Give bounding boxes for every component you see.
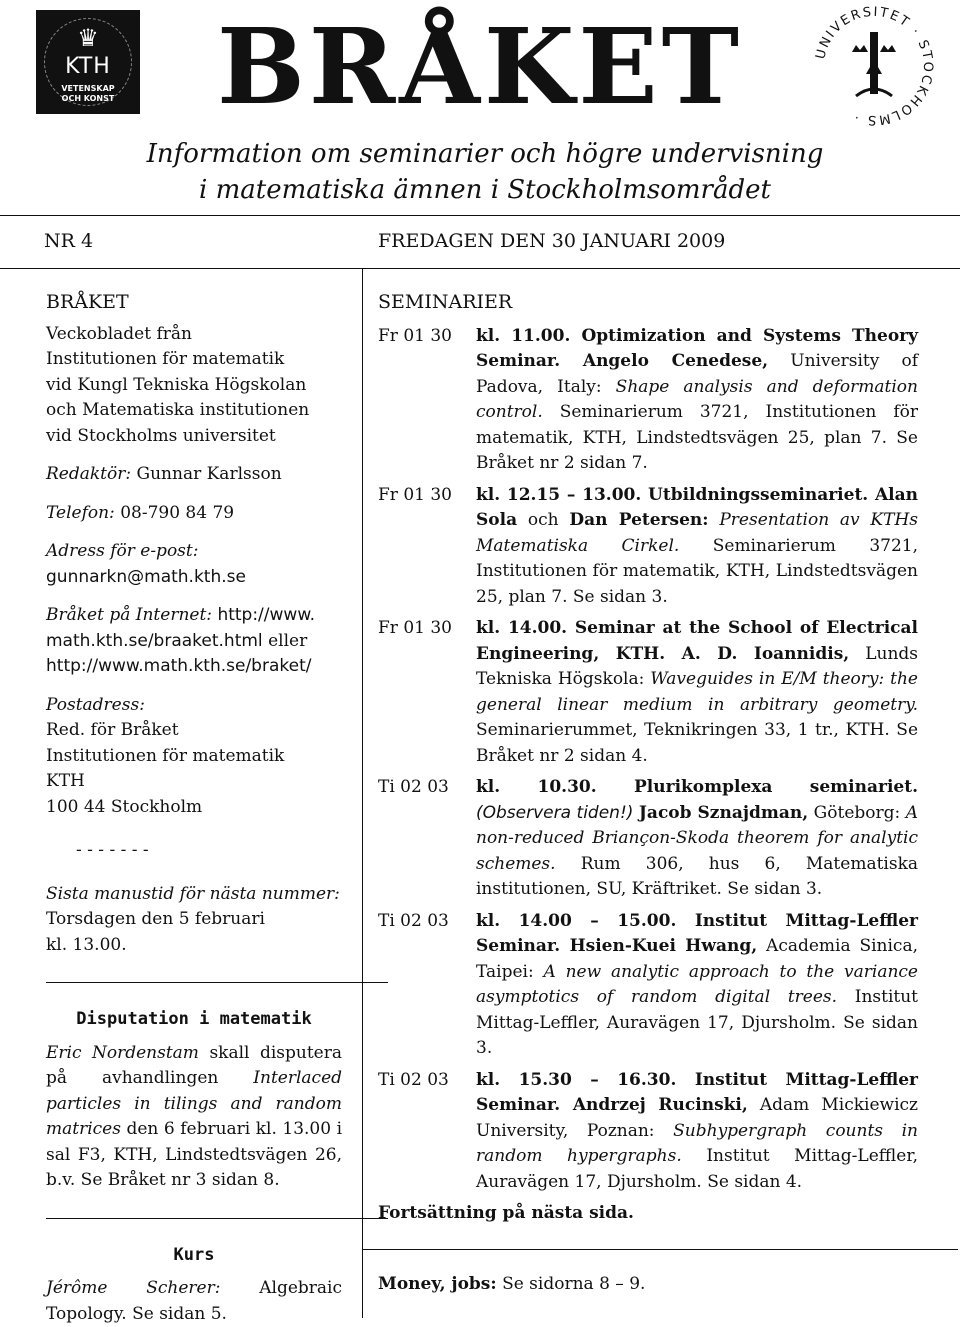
phone <box>46 501 342 527</box>
about-line: Institutionen för matematik <box>46 349 285 369</box>
seminar-conjunction: och <box>527 510 559 530</box>
right-column <box>378 290 918 1297</box>
seminar-title: kl. 12.15 – 13.00. Utbildningsseminariet. Alan Sola <box>476 484 918 530</box>
issue-date: FREDAGEN DEN 30 JANUARI 2009 <box>378 230 726 252</box>
seminar-item <box>378 775 918 903</box>
seminar-location: Seminarierum 3721, Institutionen för matematik, KTH, Lindstedtsvägen 25, plan 7. Se Bråket nr 2 sidan 7. <box>476 402 918 473</box>
course-title: Kurs <box>173 1244 215 1265</box>
seminar-date: Fr 01 30 <box>378 484 452 505</box>
seminar-date: Fr 01 30 <box>378 618 452 638</box>
seminar-item <box>378 324 918 477</box>
editor-name: Gunnar Karlsson <box>136 464 282 484</box>
seminar-title: kl. 14.00. Seminar at the School of Electrical Engineering, KTH. A. D. Ioannidis, <box>476 618 918 664</box>
disputation-title: Disputation i matematik <box>76 1009 312 1029</box>
deadline-line: kl. 13.00. <box>46 934 127 955</box>
left-column <box>46 290 342 1327</box>
seminar-date: Fr 01 30 <box>378 325 452 346</box>
left-separator-1 <box>46 982 388 983</box>
email-address[interactable]: gunnarkn@math.kth.se <box>46 566 246 587</box>
su-logo-text: UNIVERSITET · STOCKHOLMS · <box>813 4 936 128</box>
issue-number: NR 4 <box>44 230 94 252</box>
seminar-affiliation: Academia Sinica, Taipei: <box>476 936 918 982</box>
disputation-text <box>46 1041 342 1194</box>
seminar-talk-title: Waveguides in E/M theory: the general linear medium in arbitrary geometry. <box>476 669 918 715</box>
crowns-seal-icon <box>812 4 936 128</box>
disputation-thesis-title: Interlaced particles in tilings and random matrices <box>46 1068 343 1139</box>
kth-logo <box>36 10 140 114</box>
seminar-talk-title: A new analytic approach to the variance asymptotics of random digital trees. <box>476 961 918 1007</box>
dashes-divider: - - - - - - - <box>76 840 149 860</box>
seminar-item <box>378 909 918 1062</box>
postal-line: KTH <box>46 771 85 791</box>
seminar-item <box>378 1068 918 1196</box>
seminar-title: kl. 10.30. Plurikomplexa seminariet. <box>476 777 918 797</box>
seminars-heading: SEMINARIER <box>378 291 513 313</box>
seminar-speaker: Dan Petersen: <box>569 510 709 530</box>
editor <box>46 462 342 488</box>
money-text: Se sidorna 8 – 9. <box>502 1273 646 1294</box>
disputation-text-2: den 6 februari kl. 13.00 i sal F3, KTH, Lindstedtsvägen 26, b.v. Se Bråket nr 3 sidan 8. <box>46 1119 343 1190</box>
seminar-speaker: Jacob Sznajdman, <box>638 802 809 823</box>
seminar-talk-title: A non-reduced Briançon-Skoda theorem for analytic schemes. <box>476 802 919 874</box>
seminar-item <box>378 483 918 611</box>
editor-label: Redaktör: <box>46 464 132 484</box>
seminar-location: Seminarierum 3721, Institutionen för matematik, KTH, Lindstedtsvägen 25, plan 7. Se sidan 3. <box>476 535 918 607</box>
column-divider <box>362 268 363 1318</box>
subtitle <box>60 136 910 208</box>
seminar-location: Seminarierummet, Teknikringen 33, 1 tr., KTH. Se Bråket nr 2 sidan 4. <box>476 720 918 766</box>
money-jobs <box>378 1272 918 1298</box>
internet-label: Bråket på Internet: <box>46 605 213 625</box>
kth-logo-name: KTH <box>65 54 111 79</box>
or-text: eller <box>268 630 308 651</box>
postal-line: 100 44 Stockholm <box>46 796 203 817</box>
course-description: Algebraic Topology. Se sidan 5. <box>46 1278 342 1324</box>
seminar-title: kl. 14.00 – 15.00. Institut Mittag-Leffler Seminar. Hsien-Kuei Hwang, <box>476 910 918 956</box>
seminar-affiliation: Göteborg: <box>813 802 901 823</box>
crown-icon: ♛ <box>77 24 99 52</box>
kth-logo-motto-2: OCH KONST <box>61 94 115 103</box>
postal-label: Postadress: <box>46 694 145 715</box>
seminar-location: Institut Mittag-Leffler, Auravägen 17, Djursholm. Se sidan 3. <box>476 987 919 1058</box>
seminar-talk-title: Presentation av KTHs Matematiska Cirkel. <box>476 510 919 556</box>
disputation-name: Eric Nordenstam <box>46 1042 199 1063</box>
seminar-item <box>378 616 918 769</box>
seminar-location: Rum 306, hus 6, Matematiska institutionen, SU, Kräftriket. Se sidan 3. <box>476 853 919 899</box>
header-rule-bottom <box>0 268 960 269</box>
phone-label: Telefon: <box>46 502 115 523</box>
kth-logo-motto <box>36 84 140 104</box>
seminar-location: Institut Mittag-Leffler, Auravägen 17, Djursholm. Se sidan 4. <box>476 1146 919 1192</box>
su-logo <box>812 4 936 128</box>
continued-note: Fortsättning på nästa sida. <box>378 1203 634 1223</box>
seminar-title: kl. 11.00. Optimization and Systems Theory Seminar. Angelo Cenedese, <box>476 325 918 371</box>
seminar-date: Ti 02 03 <box>378 777 449 797</box>
url-1b[interactable]: math.kth.se/braaket.html <box>46 630 263 651</box>
seminar-affiliation: Lunds Tekniska Högskola: <box>476 643 919 689</box>
left-separator-2 <box>46 1218 388 1219</box>
seminar-date: Ti 02 03 <box>378 1069 449 1090</box>
subtitle-line-1: Information om seminarier och högre undervisning <box>146 139 824 169</box>
seminar-talk-title: Subhypergraph counts in random hypergraphs. <box>476 1120 918 1166</box>
money-label: Money, jobs: <box>378 1273 497 1294</box>
postal-line: Institutionen för matematik <box>46 745 285 766</box>
about-line: vid Kungl Tekniska Högskolan <box>46 374 307 395</box>
seminar-affiliation: University of Padova, Italy: <box>476 351 919 397</box>
seminar-note: (Observera tiden!) <box>476 802 634 823</box>
masthead: BRÅKET <box>216 5 744 128</box>
header-rule-top <box>0 215 960 216</box>
subtitle-line-2: i matematiska ämnen i Stockholmsområdet <box>199 175 771 205</box>
deadline-line: Torsdagen den 5 februari <box>46 909 265 929</box>
postal-line: Red. för Bråket <box>46 720 179 740</box>
deadline-label: Sista manustid för nästa nummer: <box>46 883 340 904</box>
left-heading: BRÅKET <box>46 291 129 313</box>
right-separator <box>362 1249 958 1250</box>
phone-number: 08-790 84 79 <box>120 502 235 523</box>
about-line: och Matematiska institutionen <box>46 400 310 420</box>
course-teacher: Jérôme Scherer: <box>46 1278 221 1298</box>
seminar-affiliation: Adam Mickiewicz University, Poznan: <box>476 1095 919 1141</box>
seminar-title: kl. 15.30 – 16.30. Institut Mittag-Leffler Seminar. Andrzej Rucinski, <box>476 1069 918 1115</box>
internet <box>46 603 342 629</box>
about-block <box>46 322 342 450</box>
seminar-date: Ti 02 03 <box>378 910 449 931</box>
seminar-talk-title: Shape analysis and deformation control. <box>476 376 918 422</box>
disputation-text-1: skall disputera på avhandlingen <box>46 1042 342 1088</box>
email-label: Adress för e-post: <box>46 541 199 561</box>
about-line: vid Stockholms universitet <box>46 425 276 446</box>
kth-logo-motto-1: VETENSKAP <box>61 84 115 93</box>
url-2[interactable]: http://www.math.kth.se/braket/ <box>46 656 312 676</box>
course-text <box>46 1276 342 1327</box>
about-line: Veckobladet från <box>46 323 192 344</box>
url-1a[interactable]: http://www. <box>217 605 316 625</box>
